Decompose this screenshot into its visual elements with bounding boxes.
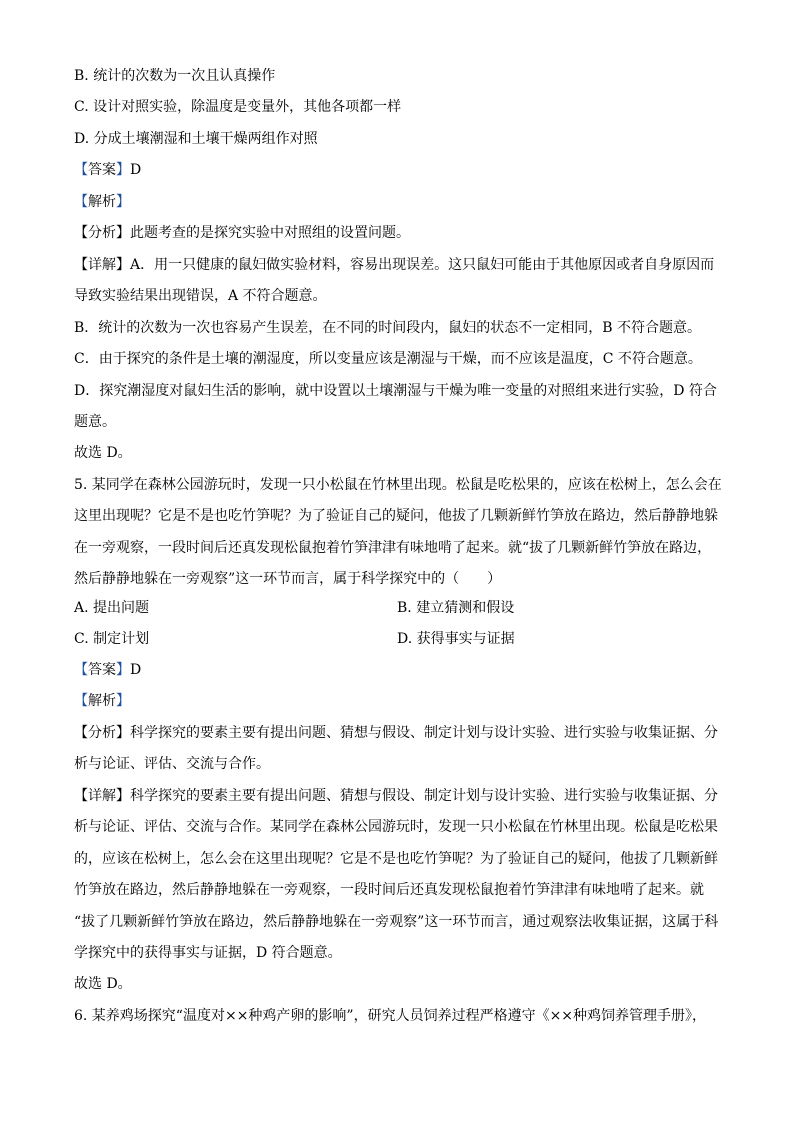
- q5-stem-line-2: 这里出现呢？它是不是也吃竹笋呢？为了验证自己的疑问，他拔了几颗新鲜竹笋放在路边，然后静静地躲: [74, 508, 718, 524]
- q4-answer: [74, 161, 724, 179]
- q4-xiangjie-label: 详解: [88, 257, 116, 273]
- q4-xiangjie-text: A．用一只健康的鼠妇做实验材料，容易出现误差。这只鼠妇可能由于其他原因或者自身原因而: [130, 257, 715, 273]
- q5-xiangjie-text: 科学探究的要素主要有提出问题、猜想与假设、制定计划与设计实验、进行实验与收集证据、分: [130, 788, 718, 804]
- q4-conclusion: 故选 D。: [74, 445, 132, 461]
- q5-xiangjie-line-2: 析与论证、评估、交流与合作。某同学在森林公园游玩时，发现一只小松鼠在竹林里出现。松鼠是吃松果: [74, 819, 718, 835]
- q5-fenxi-line-1: [74, 724, 724, 742]
- bracket-right: 】: [116, 788, 130, 804]
- q5-analysis-heading: [74, 692, 724, 710]
- q5-analysis-label: 解析: [88, 693, 116, 709]
- q4-xiangjie-line-2: 导致实验结果出现错误，A 不符合题意。: [74, 288, 327, 304]
- q5-option-a: A. 提出问题: [74, 600, 150, 616]
- q6-stem-line-1: 6. 某养鸡场探究“温度对××种鸡产卵的影响”，研究人员饲养过程严格遵守《××种鸡饲养管理手册》，: [74, 1008, 707, 1024]
- q5-option-d: D. 获得事实与证据: [397, 631, 515, 647]
- q5-answer-value: D: [130, 662, 142, 678]
- q5-conclusion: 故选 D。: [74, 976, 132, 992]
- q5-option-b: B. 建立猜测和假设: [397, 600, 515, 616]
- q4-option-b: B. 统计的次数为一次且认真操作: [74, 68, 276, 84]
- bracket-right: 】: [116, 725, 130, 741]
- q4-xiangjie-line-1: [74, 256, 724, 274]
- bracket-left: 【: [74, 162, 88, 178]
- q5-xiangjie-line-5: “拔了几颗新鲜竹笋放在路边，然后静静地躲在一旁观察”这一环节而言，通过观察法收集证据，这属于科: [74, 914, 719, 930]
- q5-stem-line-1: 5. 某同学在森林公园游玩时，发现一只小松鼠在竹林里出现。松鼠是吃松果的，应该在松树上，怎么会在: [74, 477, 722, 493]
- q4-analysis-label: 解析: [88, 194, 116, 210]
- q4-xiangjie-line-4: C．由于探究的条件是土壤的潮湿度，所以变量应该是潮湿与干燥，而不应该是温度，C 不符合题意。: [74, 351, 702, 367]
- q5-stem-line-3: 在一旁观察，一段时间后还真发现松鼠抱着竹笋津津有味地啃了起来。就“拔了几颗新鲜竹笋放在路边，: [74, 540, 712, 556]
- q5-xiangjie-line-1: [74, 787, 724, 805]
- bracket-left: 【: [74, 225, 88, 241]
- q5-fenxi-label: 分析: [88, 725, 116, 741]
- bracket-left: 【: [74, 194, 88, 210]
- q5-stem-line-4: 然后静静地躲在一旁观察”这一环节而言，属于科学探究中的（ ）: [74, 571, 502, 587]
- q4-option-c: C. 设计对照实验，除温度是变量外，其他各项都一样: [74, 99, 402, 115]
- bracket-left: 【: [74, 693, 88, 709]
- q4-answer-label: 答案: [88, 162, 116, 178]
- bracket-left: 【: [74, 257, 88, 273]
- bracket-right: 】: [116, 162, 130, 178]
- q4-xiangjie-line-6: 题意。: [74, 414, 116, 430]
- q4-answer-value: D: [130, 162, 142, 178]
- bracket-left: 【: [74, 662, 88, 678]
- bracket-right: 】: [116, 257, 130, 273]
- q4-xiangjie-line-5: D．探究潮湿度对鼠妇生活的影响，就中设置以土壤潮湿与干燥为唯一变量的对照组来进行实验，D 符合: [74, 383, 717, 399]
- q5-answer: [74, 661, 724, 679]
- q4-analysis-heading: [74, 193, 724, 211]
- bracket-right: 】: [116, 194, 130, 210]
- q5-fenxi-text: 科学探究的要素主要有提出问题、猜想与假设、制定计划与设计实验、进行实验与收集证据、分: [130, 725, 718, 741]
- bracket-right: 】: [116, 225, 130, 241]
- q5-xiangjie-label: 详解: [88, 788, 116, 804]
- q5-xiangjie-line-3: 的，应该在松树上，怎么会在这里出现呢？它是不是也吃竹笋呢？为了验证自己的疑问，他拔了几颗新鲜: [74, 851, 718, 867]
- q5-fenxi-line-2: 析与论证、评估、交流与合作。: [74, 756, 270, 772]
- bracket-left: 【: [74, 725, 88, 741]
- q4-xiangjie-line-3: B．统计的次数为一次也容易产生误差，在不同的时间段内，鼠妇的状态不一定相同，B 不符合题意。: [74, 320, 702, 336]
- q5-option-c: C. 制定计划: [74, 631, 150, 647]
- q4-fenxi: [74, 224, 724, 242]
- q5-answer-label: 答案: [88, 662, 116, 678]
- bracket-right: 】: [116, 662, 130, 678]
- bracket-right: 】: [116, 693, 130, 709]
- q4-fenxi-text: 此题考查的是探究实验中对照组的设置问题。: [130, 225, 410, 241]
- q5-xiangjie-line-4: 竹笋放在路边，然后静静地躲在一旁观察，一段时间后还真发现松鼠抱着竹笋津津有味地啃了起来。就: [74, 882, 704, 898]
- q4-fenxi-label: 分析: [88, 225, 116, 241]
- q5-xiangjie-line-6: 学探究中的获得事实与证据，D 符合题意。: [74, 945, 342, 961]
- bracket-left: 【: [74, 788, 88, 804]
- q4-option-d: D. 分成土壤潮湿和土壤干燥两组作对照: [74, 131, 318, 147]
